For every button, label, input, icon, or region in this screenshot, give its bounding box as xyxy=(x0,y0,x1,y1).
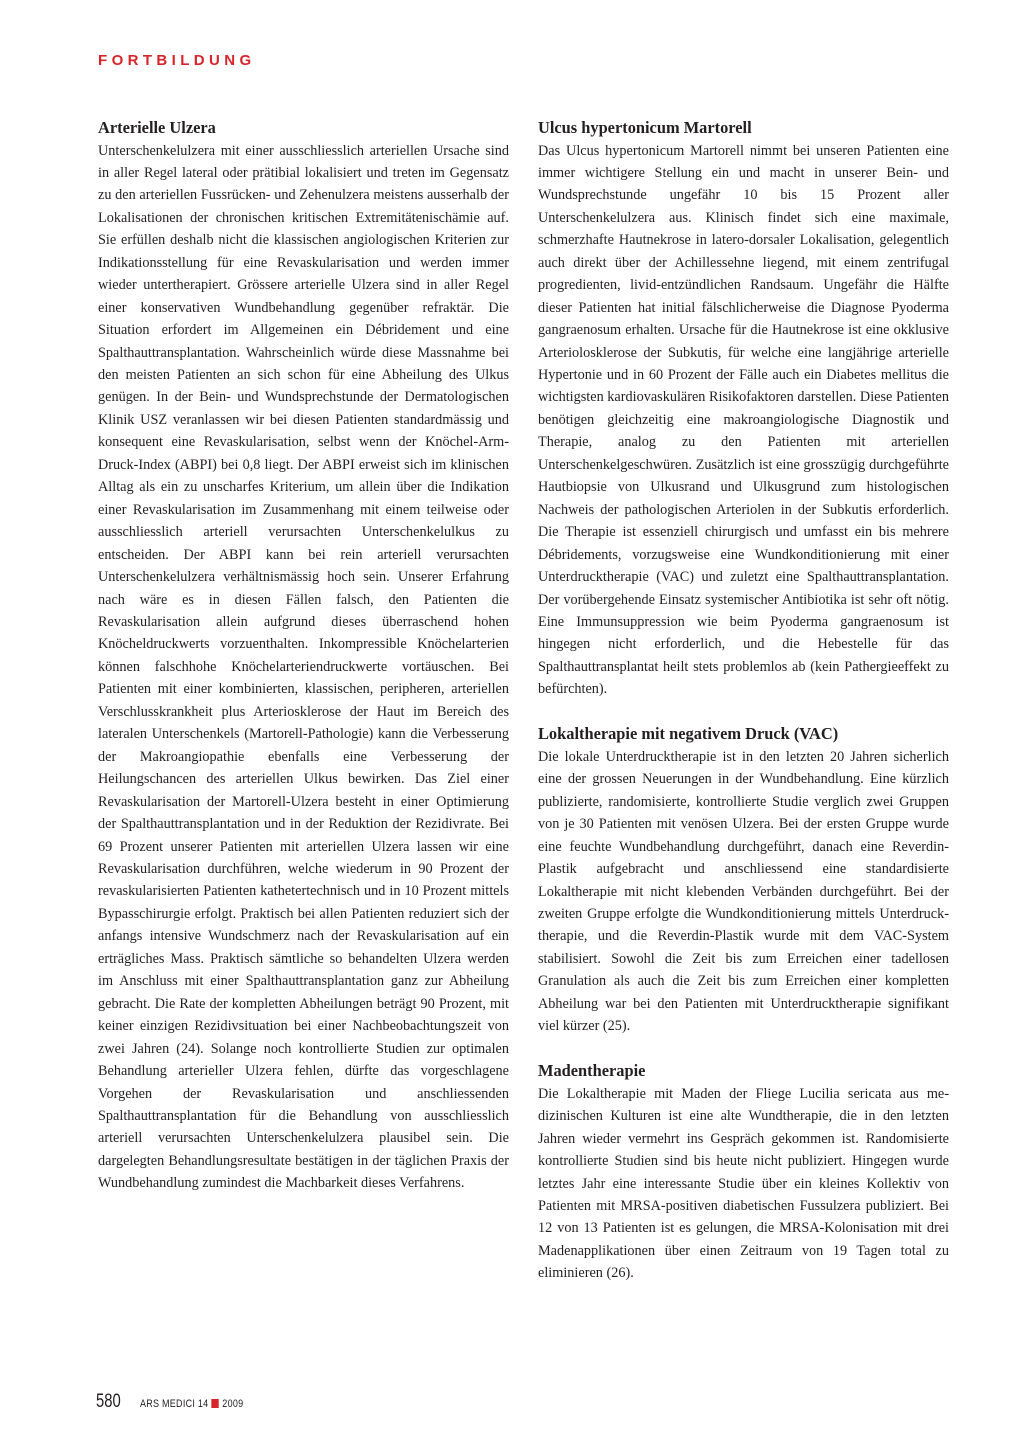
section-header: FORTBILDUNG xyxy=(98,52,256,69)
body-paragraph-madentherapie: Die Lokaltherapie mit Maden der Fliege Lucilia sericata aus medizinischen Kulturen ist eine alte Wundtherapie, die in den letzten Jahren wieder vermehrt ins Gespräch gekommen ist. Randomisierte kontrollierte Studien sind bis heute nicht publiziert. Hingegen wurde letztes Jahr eine interessante Studie über ein kleines Kollektiv von Patienten mit MRSA-positiven diabetischen Fussulzera publiziert. Bei 12 von 13 Patienten ist es gelungen, die MRSA-Kolonisation mit drei Madenapplikationen über einen Zeitraum von 19 Tagen total zu eliminieren (26). xyxy=(538,1085,949,1282)
section-heading-ulcus-martorell: Ulcus hypertonicum Martorell xyxy=(538,118,752,137)
page-footer xyxy=(96,1391,266,1413)
left-column xyxy=(98,117,509,1195)
body-paragraph-arterielle-ulzera: Unterschenkelulzera mit einer ausschliesslich arteriellen Ursache sind in aller Regel lateral oder prätibial lokalisiert und treten im Gegensatz zu den arteriellen Fussrücken- und Zehenulzera meistens ausserhalb der Lokalisationen der chronischen kritischen Extremitätenischämie auf. Sie erfüllen deshalb nicht die klassischen angiologischen Kriterien zur Indikationsstellung für eine Revaskularisation und werden immer wieder untertherapiert. Grössere arterielle Ulzera sind in aller Regel einer konservativen Wundbehandlung gegenüber refraktär. Die Situation erfordert im Allgemeinen ein Débridement und eine Spalthauttransplantation. Wahrscheinlich würde diese Massnahme bei den meisten Patienten an sich schon für eine Abheilung des Ulkus genügen. In der Bein- und Wundsprechstunde der Dermatologischen Klinik USZ veranlassen wir bei diesen Patienten standardmässig und konsequent eine Revaskularisation, selbst wenn der Knöchel-Arm-Druck-Index (ABPI) bei 0,8 liegt. Der ABPI erweist sich im klinischen Alltag als ein zu unscharfes Kriterium, um allein über die Indikation einer Revaskularisation im Zusammenhang mit einem teilweise oder ausschliesslich arteriell verursachten Unterschenkelulkus zu entscheiden. Der ABPI kann bei rein arteriell verursachten Unterschenkelulzera verhältnismässig hoch sein. Unserer Erfahrung nach wäre es in diesen Fällen falsch, den Patienten die Revaskularisation allein aufgrund dieses überraschend hohen Knöcheldruckwerts vorzuenthalten. Inkompressible Knöchelarterien können falschhohe Knöchelarteriendruckwerte vortäuschen. Bei Patienten mit einer kombinierten, klassischen, peripheren, arteriellen Verschlusskrankheit plus Arteriosklerose der Haut im Bereich des lateralen Unterschenkels (Martorell-Pathologie) kann die Verbesserung der Makroangiopathie ebenfalls eine Verbesserung der Heilungschancen des arteriellen Ulkus bewirken. Das Ziel einer Revaskularisation der Martorell-Ulzera besteht in einer Optimierung der Spalthauttransplantation und in der Reduktion der Rezidivrate. Bei 69 Prozent unserer Patienten mit arteriellen Ulzera lassen wir eine Revaskularisation durchführen, welche wiederum in 90 Prozent der revaskularisierten Patienten kathetertechnisch und in 10 Prozent mittels Bypasschirurgie erfolgt. Praktisch bei allen Patienten reduziert sich der anfangs intensive Wundschmerz nach der Revaskularisation auf ein erträgliches Mass. Praktisch sämtliche so behandelten Ulzera werden im Anschluss mit einer Spalthauttransplantation ganz zur Abheilung gebracht. Die Rate der kompletten Abheilungen beträgt 90 Prozent, mit keiner einzigen Rezidivsituation bei einer Nachbeobachtungszeit von zwei Jahren (24). Solange noch kontrollierte Studien zur optimalen Behandlung arterieller Ulzera fehlen, dürfte das vorgeschlagene Vorgehen der Revaskularisation und anschliessenden Spalthauttransplantation für die Behandlung von ausschliesslich arteriell verursachten Unterschenkelulzera plausibel sein. Die dargelegten Behandlungsresultate bestätigen in der täglichen Praxis der Wundbehandlung zumindest die Machbarkeit dieses Verfahrens. xyxy=(98,142,509,1192)
section-heading-vac: Lokaltherapie mit negativem Druck (VAC) xyxy=(538,724,839,744)
body-paragraph-ulcus-martorell: Das Ulcus hypertonicum Martorell nimmt bei unseren Patienten eine immer wichtigere Stellung ein und macht in unserer Bein- und Wundsprechstunde ungefähr 10 bis 15 Prozent aller Unterschenkelulzera aus. Klinisch findet sich eine maximale, schmerzhafte Hautnekrose in latero-dorsaler Lokalisation, gelegentlich auch direkt über der Achillessehne liegend, mit einem zentrifugal progredienten, livid-entzündlichen Randsaum. Ungefähr die Hälfte dieser Patienten hat initial fälschlicherweise die Diagnose Pyoderma gangraenosum erhalten. Ursache für die Hautnekrose ist eine okklusive Arteriolosklerose der Subkutis, für welche eine langjährige arterielle Hypertonie und in 60 Prozent der Fälle auch ein Diabetes mellitus die wichtigsten kardiovaskulären Risikofaktoren darstellen. Diese Patienten benötigen gleichzeitig eine makroangiologische Diagnostik und Therapie, analog zu den Patienten mit arteriellen Unterschenkelgeschwüren. Zusätzlich ist eine grosszügig durchgeführte Hautbiopsie von Ulkusrand und Ulkusgrund zum histologischen Nachweis der pathologischen Arteriolen in der Subkutis erforderlich. Die Therapie ist essenziell chirurgisch und umfasst ein bis mehrere Débridements, vorzugsweise eine Wundkonditionierung mit einer Unterdrucktherapie (VAC) und zuletzt eine Spalthauttransplantation. Der vorübergehende Einsatz systemischer Antibiotika ist sehr oft nötig. Eine Immunsuppression wie beim Pyoderma gangraenosum ist hingegen nicht erforderlich, und die Hebestelle für das Spalthauttransplantat heilt stets problemlos ab (kein Pathergieeffekt zu befürchten). xyxy=(538,142,949,698)
section-heading-madentherapie: Madentherapie xyxy=(538,1061,646,1081)
page-number: 580 xyxy=(96,1391,121,1412)
journal-info xyxy=(140,1398,243,1410)
journal-name: ARS MEDICI 14 xyxy=(140,1398,209,1410)
journal-year: 2009 xyxy=(222,1398,244,1410)
right-column xyxy=(538,117,949,1285)
body-paragraph-vac: Die lokale Unterdrucktherapie ist in den letzten 20 Jahren sicherlich eine der grossen Neuerungen in der Wundbehandlung. Eine kürzlich publizierte, randomisierte, kontrollierte Studie verglich zwei Gruppen von je 30 Patienten mit venösen Ulzera. Bei der ersten Gruppe wurde eine feuchte Wundbehandlung durchgeführt, danach eine Reverdin-Plastik aufgebracht und anschliessend eine standardisierte Lokaltherapie mit nicht klebenden Verbänden durchgeführt. Bei der zweiten Gruppe erfolgte die Wundkonditionierung mittels Unterdrucktherapie, und die Reverdin-Plastik wurde mit dem VAC-System stabilisiert. Sowohl die Zeit bis zum Erreichen einer tadellosen Granulation als auch die Zeit bis zum Erreichen einer kompletten Abheilung war bei den Patienten mit Unterdrucktherapie signifikant viel kürzer (25). xyxy=(538,748,949,1035)
section-heading-arterielle-ulzera: Arterielle Ulzera xyxy=(98,118,216,137)
red-square-icon xyxy=(212,1399,219,1408)
section-spacer xyxy=(538,701,949,724)
section-spacer xyxy=(538,1038,949,1061)
